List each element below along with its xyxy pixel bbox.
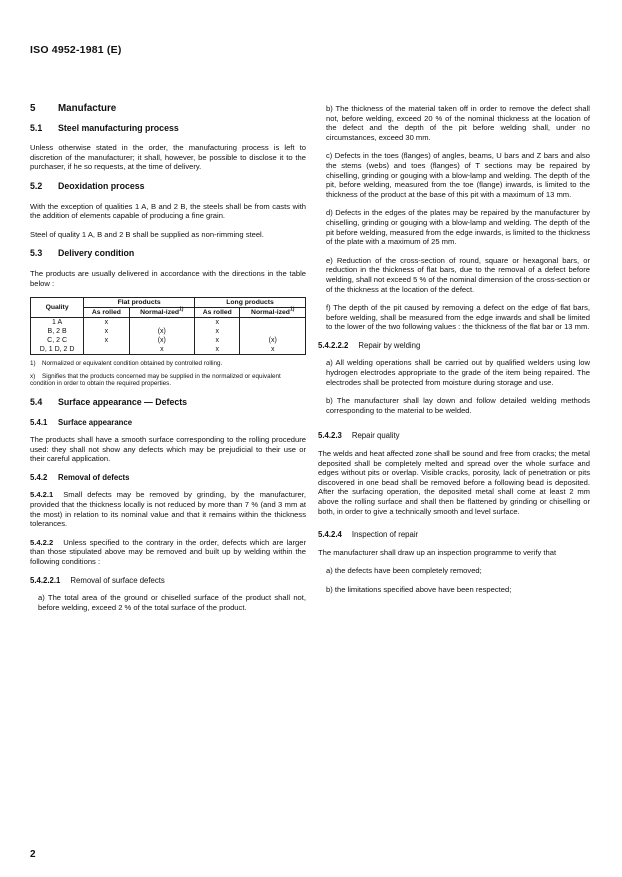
section-5-4-2-2-paragraph xyxy=(30,538,306,567)
table-header-quality: Quality xyxy=(31,298,84,318)
section-5-4-heading xyxy=(30,398,306,408)
table-cell: D, 1 D, 2 D xyxy=(31,345,84,355)
section-5-4-2-3-title: Repair quality xyxy=(351,431,400,441)
repair-list-item-a: a) All welding operations shall be carried out by qualified welders using low hydrogen electrodes appropriate to the grade of the item being repaired. The electrodes shall be protected from moisture during storage and use. xyxy=(326,358,590,387)
section-5-4-2-heading xyxy=(30,473,306,483)
table-cell: x xyxy=(84,336,129,345)
section-5-4-2-1-number: 5.4.2.1 xyxy=(30,490,54,500)
section-5-2-number: 5.2 xyxy=(30,180,43,191)
section-5-heading xyxy=(30,104,306,114)
section-5-4-2-1-text: Small defects may be removed by grinding, by the manufacturer, provided that the thickness locally is not reduced by more than 7 % (and 3 mm at the most) in relation to its nominal value and that it remains within the thickness tolerances. xyxy=(30,490,306,529)
section-5-title: Manufacture xyxy=(58,103,117,114)
section-5-4-1-paragraph: The products shall have a smooth surface corresponding to the rolling procedure used: they shall not show any defects which may be prejudicial to their use or their careful application. xyxy=(30,435,306,464)
inspection-list-item-b: b) the limitations specified above have been respected; xyxy=(326,584,512,594)
section-5-4-2-2-number: 5.4.2.2 xyxy=(30,537,54,547)
list-item-a: a) The total area of the ground or chiselled surface of the product shall not, before welding, exceed 2 % of the total surface of the product. xyxy=(38,593,306,612)
table-cell: x xyxy=(84,327,129,336)
section-5-4-2-2-1-heading xyxy=(30,576,306,586)
table-cell xyxy=(240,327,306,336)
table-cell xyxy=(240,318,306,328)
section-5-4-2-3-heading xyxy=(318,431,590,441)
section-5-4-2-2-1-title: Removal of surface defects xyxy=(70,575,165,585)
table-cell: x xyxy=(240,345,306,355)
table-cell: x xyxy=(195,345,240,355)
table-note-2-text: Signifies that the products concerned may be supplied in the normalized or equivalent condition in order to obtain the required properties. xyxy=(30,372,281,388)
section-5-4-number: 5.4 xyxy=(30,396,43,407)
section-5-4-2-4-title: Inspection of repair xyxy=(351,530,419,540)
table-cell: B, 2 B xyxy=(31,327,84,336)
right-column xyxy=(318,104,590,604)
table-note-1 xyxy=(30,360,306,368)
table-cell: (x) xyxy=(129,327,195,336)
table-cell xyxy=(84,345,129,355)
table-row xyxy=(31,345,306,355)
table-cell xyxy=(129,318,195,328)
table-note-2-mark: x) xyxy=(30,372,36,380)
section-5-1-paragraph: Unless otherwise stated in the order, the manufacturing process is left to discretion of the manufacturer; it shall, however, be possible to disclose it to the purchaser, if he so requests, at the time of delivery. xyxy=(30,143,306,172)
section-5-4-2-4-number: 5.4.2.4 xyxy=(318,530,342,540)
table-cell: x xyxy=(195,318,240,328)
table-cell: (x) xyxy=(129,336,195,345)
table-header-flat-products: Flat products xyxy=(84,298,195,308)
section-5-4-2-1-paragraph xyxy=(30,490,306,528)
section-5-4-2-4-paragraph: The manufacturer shall draw up an inspection programme to verify that xyxy=(318,547,557,557)
table-header-long-products: Long products xyxy=(195,298,306,308)
list-item-f: f) The depth of the pit caused by removing a defect on the edge of flat bars, before welding, shall be measured from the edge inwards and shall be limited to the lower of the two following values : the thickness of the flat bar or 13 mm. xyxy=(326,303,590,332)
table-note-1-mark: 1) xyxy=(30,360,36,368)
section-5-4-2-title: Removal of defects xyxy=(58,472,130,482)
section-5-3-heading xyxy=(30,249,306,259)
table-row xyxy=(31,327,306,336)
section-5-number: 5 xyxy=(30,103,36,114)
table-row xyxy=(31,318,306,328)
section-5-4-2-2-2-heading xyxy=(318,341,590,351)
section-5-4-1-title: Surface appearance xyxy=(58,417,133,427)
section-5-3-paragraph: The products are usually delivered in accordance with the directions in the table below : xyxy=(30,268,306,288)
left-column xyxy=(30,104,306,621)
section-5-4-2-3-number: 5.4.2.3 xyxy=(318,431,342,441)
section-5-2-paragraph-2: Steel of quality 1 A, B and 2 B shall be supplied as non-rimming steel. xyxy=(30,229,264,239)
table-cell: x xyxy=(129,345,195,355)
table-cell: 1 A xyxy=(31,318,84,328)
section-5-1-heading xyxy=(30,124,306,134)
section-5-4-1-number: 5.4.1 xyxy=(30,417,48,427)
section-5-4-2-2-text: Unless specified to the contrary in the order, defects which are larger than those stipulated above may be removed and built up by welding within the following conditions : xyxy=(30,537,306,567)
section-5-4-2-4-heading xyxy=(318,530,590,540)
table-cell: (x) xyxy=(240,336,306,345)
footnote-ref: 1) xyxy=(289,306,295,313)
table-note-1-text: Normalized or equivalent condition obtained by controlled rolling. xyxy=(42,360,223,368)
section-5-2-paragraph-1: With the exception of qualities 1 A, B and 2 B, the steels shall be from casts with the addition of elements capable of producing a fine grain. xyxy=(30,201,306,221)
list-item-b: b) The thickness of the material taken off in order to remove the defect shall not, before welding, exceed 20 % of the nominal thickness at the location of the defect and the depth of the pit before welding shall, under no circumstances, exceed 30 mm. xyxy=(326,104,590,142)
repair-list-item-b: b) The manufacturer shall lay down and follow detailed welding methods corresponding to the material to be welded. xyxy=(326,396,590,415)
section-5-4-title: Surface appearance — Defects xyxy=(58,396,188,407)
section-5-4-1-heading xyxy=(30,418,306,428)
list-item-e: e) Reduction of the cross-section of round, square or hexagonal bars, or reduction in the thickness of flat bars, due to the removal of a defect before welding, shall not exceed 5 % of the nominal dimension of the cross-section or of the thickness at the location of the defect. xyxy=(326,255,590,294)
table-row xyxy=(31,336,306,345)
section-5-4-2-2-2-title: Repair by welding xyxy=(358,340,421,350)
table-header-as-rolled-long: As rolled xyxy=(195,308,240,318)
section-5-2-heading xyxy=(30,182,306,192)
list-item-c: c) Defects in the toes (flanges) of angles, beams, U bars and Z bars and also the stems (webs) and toes (flanges) of T sections may be repaired by chiselling, grinding or gouging with a blow-lamp and welding. The depth of the pit, before welding, measured from the toe (flange) inwards, is limited to the thickness of the product at the base of this pit with a maximum of 13 mm. xyxy=(326,151,590,199)
section-5-4-2-2-2-number: 5.4.2.2.2 xyxy=(318,340,349,350)
table-note-2 xyxy=(30,373,306,388)
page-number: 2 xyxy=(30,849,36,860)
footnote-ref: 1) xyxy=(179,306,184,313)
table-cell: x xyxy=(195,327,240,336)
section-5-4-2-3-paragraph: The welds and heat affected zone shall be sound and free from cracks; the metal deposited shall be completely melted and spread over the whole surface and edges without pits or overlap. Visible cracks, porosity, lack of penetration or pits discovered in one bead shall be removed before a following bead is deposited. After the surfacing operation, the deposited metal shall come at least 2 mm above the rolling surface and shall then be flattened by grinding or chiselling or both, in order to give a technically smooth and level surface. xyxy=(318,449,590,516)
table-cell: C, 2 C xyxy=(31,336,84,345)
section-5-3-title: Delivery condition xyxy=(58,248,135,259)
normalized-label: Normal-ized xyxy=(140,308,180,316)
table-cell: x xyxy=(84,318,129,328)
section-5-2-title: Deoxidation process xyxy=(58,180,145,191)
inspection-list-item-a: a) the defects have been completely removed; xyxy=(326,566,482,576)
list-item-d: d) Defects in the edges of the plates may be repaired by the manufacturer by chiselling, grinding or gouging with a blow-lamp and welding. The depth of the pit before welding, measured from the edge inwards, is limited to the thickness of the plate with a maximum of 25 mm. xyxy=(326,208,590,247)
section-5-4-2-2-1-number: 5.4.2.2.1 xyxy=(30,575,61,585)
table-header-normalized-long xyxy=(240,308,306,318)
document-header: ISO 4952-1981 (E) xyxy=(30,44,122,56)
section-5-3-number: 5.3 xyxy=(30,248,43,259)
section-5-4-2-number: 5.4.2 xyxy=(30,472,48,482)
table-cell: x xyxy=(195,336,240,345)
delivery-condition-table xyxy=(30,297,306,355)
normalized-label: Normal-ized xyxy=(251,308,290,316)
section-5-1-title: Steel manufacturing process xyxy=(58,122,179,133)
section-5-1-number: 5.1 xyxy=(30,122,43,133)
table-header-normalized-flat xyxy=(129,308,195,318)
table-header-as-rolled-flat: As rolled xyxy=(84,308,129,318)
